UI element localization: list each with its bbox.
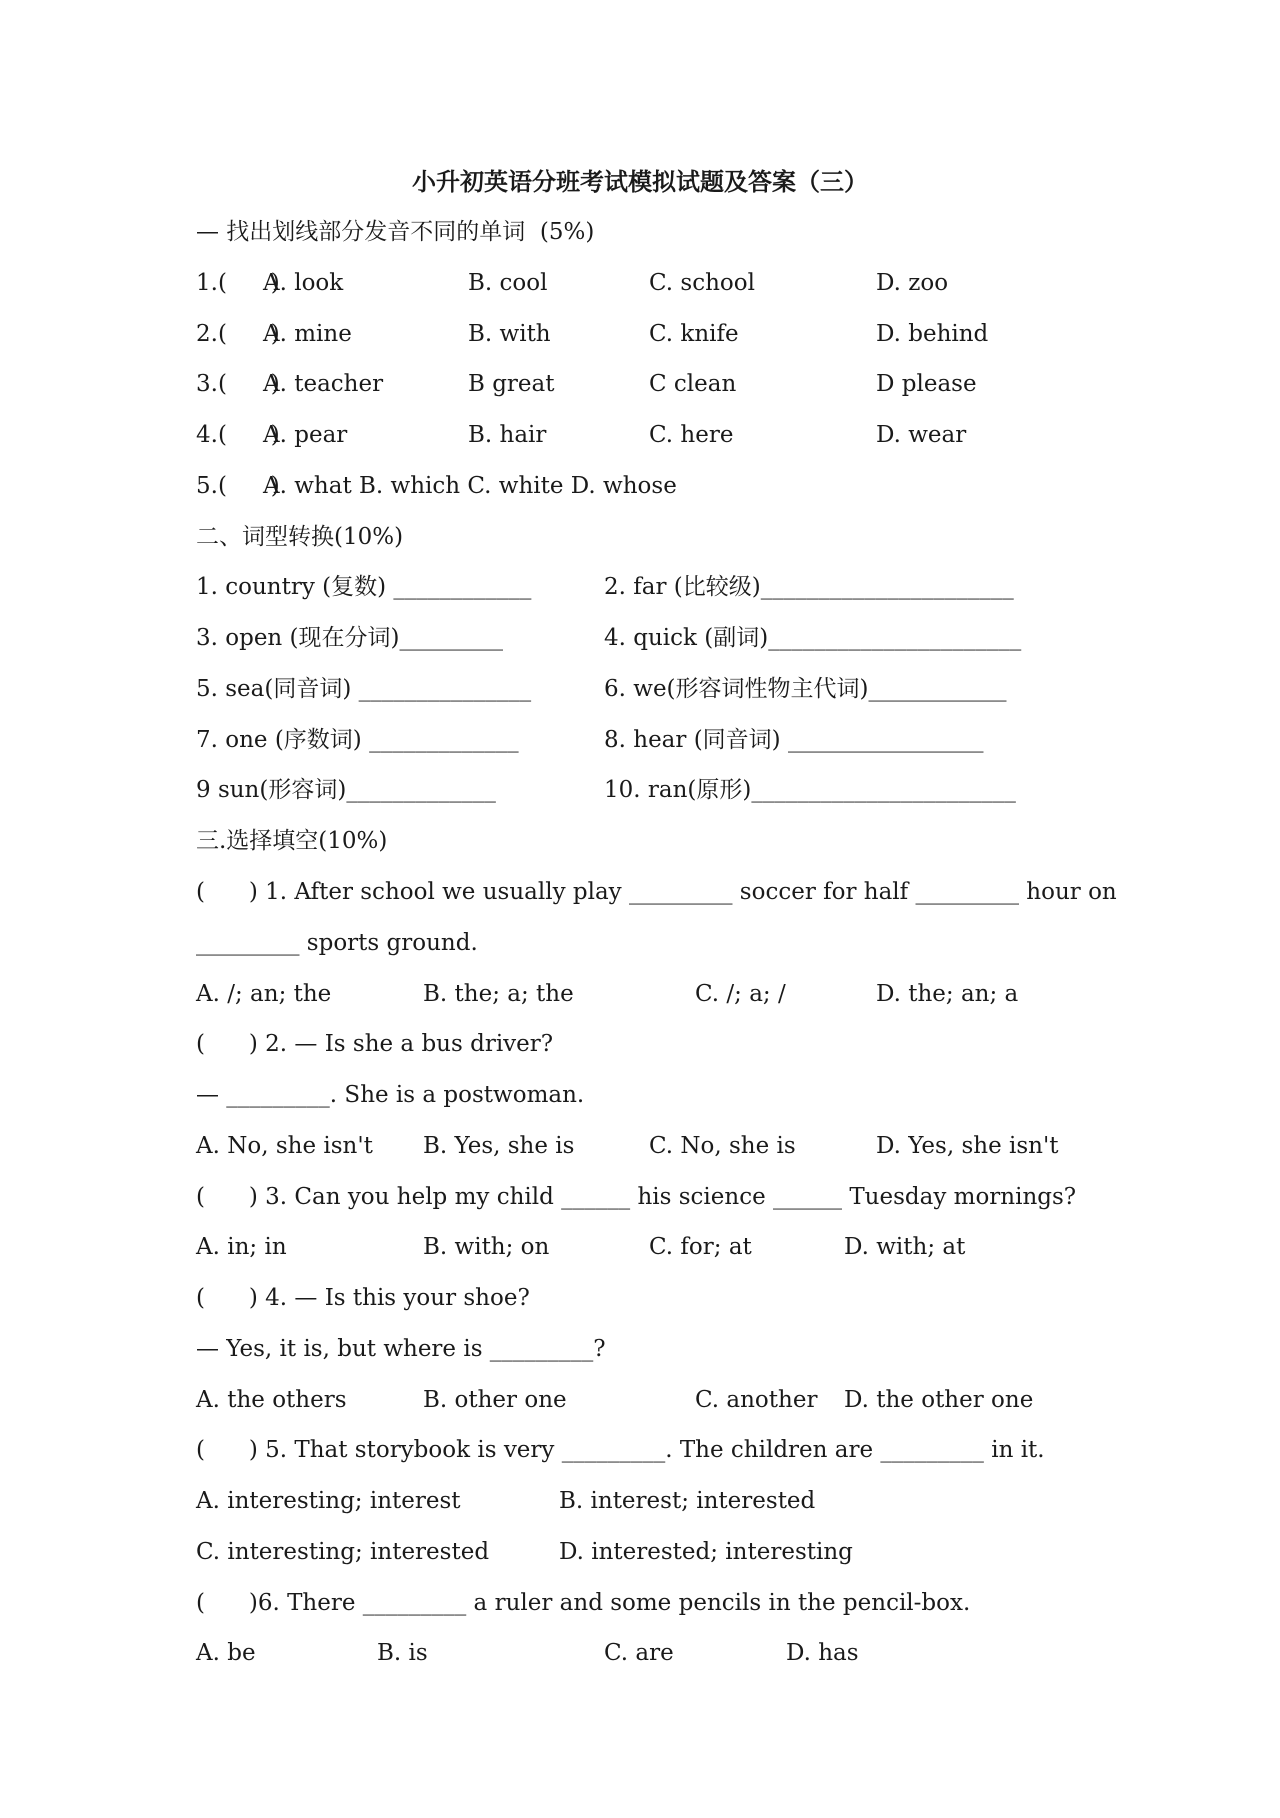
text-section3-q6-options-1[interactable]: B. is <box>377 1640 428 1666</box>
text-section3-q5-line1: ( ) 5. That storybook is very _________. The children are _________ in it. <box>196 1437 1045 1463</box>
text-section1-heading: — 找出划线部分发音不同的单词 (5%) <box>196 219 595 245</box>
text-section1-questions-0-b[interactable]: B. cool <box>468 270 548 296</box>
text-section3-q4-options-2[interactable]: C. another <box>695 1387 818 1413</box>
text-section2-rows-1-0[interactable]: 3. open (现在分词)_________ <box>196 625 504 651</box>
s1-question-3 <box>0 369 1280 399</box>
text-section1-questions-4-a[interactable]: A. what B. which C. white D. whose <box>263 473 677 499</box>
s2-row-4 <box>0 725 1280 755</box>
text-section1-questions-2-d[interactable]: D please <box>876 371 977 397</box>
s1-question-4 <box>0 420 1280 450</box>
text-section3-q2-options-1[interactable]: B. Yes, she is <box>423 1133 575 1159</box>
text-section1-questions-1-c[interactable]: C. knife <box>649 321 739 347</box>
s3-q1-line2 <box>0 928 1280 958</box>
s3-q2-line1 <box>0 1029 1280 1059</box>
s3-q3-line1 <box>0 1182 1280 1212</box>
text-section3-q3-line1: ( ) 3. Can you help my child ______ his science ______ Tuesday mornings? <box>196 1184 1077 1210</box>
text-section1-questions-0-num: 1.( ) <box>196 270 280 296</box>
text-section3-q2-options-3[interactable]: D. Yes, she isn't <box>876 1133 1059 1159</box>
text-section3-q3-options-1[interactable]: B. with; on <box>423 1234 550 1260</box>
text-section3-q1-line2: _________ sports ground. <box>196 930 478 956</box>
text-section2-heading: 二、词型转换(10%) <box>196 524 404 550</box>
page-title: 小升初英语分班考试模拟试题及答案（三） <box>412 167 868 196</box>
text-section3-q2-line2: — _________. She is a postwoman. <box>196 1082 585 1108</box>
s3-q6-options <box>0 1638 1280 1668</box>
s3-q5-options-2 <box>0 1537 1280 1567</box>
text-section3-q5-options-0[interactable]: A. interesting; interest <box>196 1488 461 1514</box>
s3-q6-line1 <box>0 1588 1280 1618</box>
text-section3-q2-line1: ( ) 2. — Is she a bus driver? <box>196 1031 554 1057</box>
text-section2-rows-0-1[interactable]: 2. far (比较级)______________________ <box>604 574 1014 600</box>
text-section3-q5-options-1[interactable]: B. interest; interested <box>559 1488 816 1514</box>
text-section1-questions-3-c[interactable]: C. here <box>649 422 734 448</box>
s3-q5-line1 <box>0 1435 1280 1465</box>
text-section3-q4-line2: — Yes, it is, but where is _________? <box>196 1336 606 1362</box>
text-section2-rows-4-1[interactable]: 10. ran(原形)_______________________ <box>604 777 1016 803</box>
text-section3-q4-options-0[interactable]: A. the others <box>196 1387 347 1413</box>
text-section1-questions-1-a[interactable]: A. mine <box>263 321 352 347</box>
text-section3-q6-options-0[interactable]: A. be <box>196 1640 256 1666</box>
text-section2-rows-3-0[interactable]: 7. one (序数词) _____________ <box>196 727 519 753</box>
section1-heading <box>0 217 1280 247</box>
text-section1-questions-0-c[interactable]: C. school <box>649 270 755 296</box>
s1-question-1 <box>0 268 1280 298</box>
text-section1-questions-1-num: 2.( ) <box>196 321 280 347</box>
s3-q5-options-1 <box>0 1486 1280 1516</box>
text-section2-rows-2-1[interactable]: 6. we(形容词性物主代词)____________ <box>604 676 1007 702</box>
text-section3-q1-options-2[interactable]: C. /; a; / <box>695 981 786 1007</box>
s3-q4-line1 <box>0 1283 1280 1313</box>
text-section3-q1-options-1[interactable]: B. the; a; the <box>423 981 574 1007</box>
s2-row-5 <box>0 775 1280 805</box>
text-section3-q2-options-0[interactable]: A. No, she isn't <box>196 1133 373 1159</box>
text-section3-q4-options-3[interactable]: D. the other one <box>844 1387 1034 1413</box>
text-section3-q1-line1: ( ) 1. After school we usually play _________ soccer for half _________ hour on <box>196 879 1117 905</box>
text-section1-questions-0-a[interactable]: A. look <box>263 270 344 296</box>
text-section3-q6-line1: ( )6. There _________ a ruler and some pencils in the pencil-box. <box>196 1590 971 1616</box>
text-section1-questions-0-d[interactable]: D. zoo <box>876 270 949 296</box>
s3-q2-options <box>0 1131 1280 1161</box>
text-section1-questions-3-b[interactable]: B. hair <box>468 422 547 448</box>
text-section3-heading: 三.选择填空(10%) <box>196 828 388 854</box>
text-section3-q5-options-3[interactable]: D. interested; interesting <box>559 1539 853 1565</box>
s3-q4-options <box>0 1385 1280 1415</box>
text-section3-q3-options-3[interactable]: D. with; at <box>844 1234 966 1260</box>
text-section3-q4-options-1[interactable]: B. other one <box>423 1387 567 1413</box>
text-section1-questions-2-num: 3.( ) <box>196 371 280 397</box>
s1-question-2 <box>0 319 1280 349</box>
text-section2-rows-2-0[interactable]: 5. sea(同音词) _______________ <box>196 676 532 702</box>
text-section1-questions-4-num: 5.( ) <box>196 473 280 499</box>
s3-q1-options <box>0 979 1280 1009</box>
text-section1-questions-3-d[interactable]: D. wear <box>876 422 967 448</box>
text-section3-q4-line1: ( ) 4. — Is this your shoe? <box>196 1285 530 1311</box>
text-section1-questions-2-c[interactable]: C clean <box>649 371 737 397</box>
text-section1-questions-1-b[interactable]: B. with <box>468 321 551 347</box>
s1-question-5 <box>0 471 1280 501</box>
section2-heading <box>0 522 1280 552</box>
text-section2-rows-1-1[interactable]: 4. quick (副词)______________________ <box>604 625 1022 651</box>
s2-row-3 <box>0 674 1280 704</box>
text-section3-q1-options-3[interactable]: D. the; an; a <box>876 981 1019 1007</box>
s3-q2-line2 <box>0 1080 1280 1110</box>
text-section3-q6-options-3[interactable]: D. has <box>786 1640 859 1666</box>
s3-q4-line2 <box>0 1334 1280 1364</box>
s2-row-2 <box>0 623 1280 653</box>
s3-q1-line1 <box>0 877 1280 907</box>
text-section2-rows-3-1[interactable]: 8. hear (同音词) _________________ <box>604 727 984 753</box>
text-section2-rows-4-0[interactable]: 9 sun(形容词)_____________ <box>196 777 496 803</box>
text-section1-questions-3-a[interactable]: A. pear <box>263 422 348 448</box>
text-section3-q1-options-0[interactable]: A. /; an; the <box>196 981 332 1007</box>
text-section3-q2-options-2[interactable]: C. No, she is <box>649 1133 796 1159</box>
text-section1-questions-2-a[interactable]: A. teacher <box>263 371 384 397</box>
text-section2-rows-0-0[interactable]: 1. country (复数) ____________ <box>196 574 532 600</box>
text-section1-questions-2-b[interactable]: B great <box>468 371 555 397</box>
text-section3-q3-options-0[interactable]: A. in; in <box>196 1234 287 1260</box>
text-section3-q5-options-2[interactable]: C. interesting; interested <box>196 1539 490 1565</box>
s2-row-1 <box>0 572 1280 602</box>
text-section1-questions-1-d[interactable]: D. behind <box>876 321 989 347</box>
text-section3-q3-options-2[interactable]: C. for; at <box>649 1234 752 1260</box>
s3-q3-options <box>0 1232 1280 1262</box>
text-section3-q6-options-2[interactable]: C. are <box>604 1640 674 1666</box>
text-section1-questions-3-num: 4.( ) <box>196 422 280 448</box>
section3-heading <box>0 826 1280 856</box>
